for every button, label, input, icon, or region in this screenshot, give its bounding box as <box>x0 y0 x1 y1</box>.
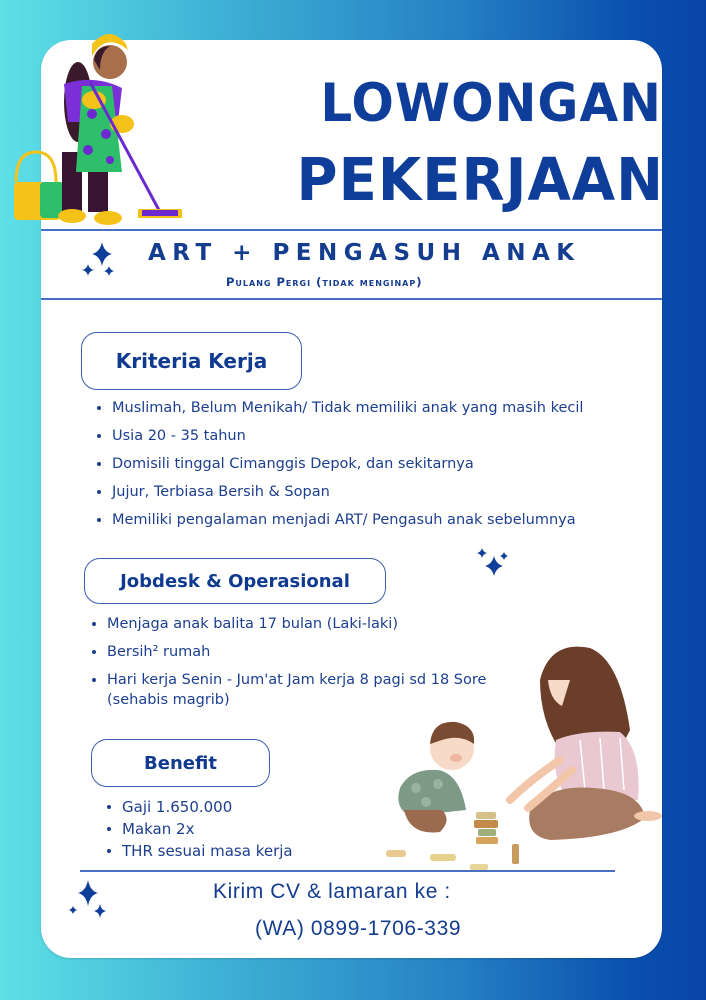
benefit-heading-text: Benefit <box>144 752 217 774</box>
list-item: Memiliki pengalaman menjadi ART/ Pengasuh anak sebelumnya <box>94 509 583 537</box>
benefit-list <box>104 796 293 862</box>
jobdesk-heading-text: Jobdesk & Operasional <box>120 570 350 592</box>
divider-top <box>41 229 662 231</box>
position-note: Pulang Pergi (tidak menginap) <box>226 275 423 289</box>
list-item: Muslimah, Belum Menikah/ Tidak memiliki anak yang masih kecil <box>94 397 583 425</box>
list-item: Domisili tinggal Cimanggis Depok, dan sekitarnya <box>94 453 583 481</box>
contact-instruction: Kirim CV & lamaran ke : <box>213 880 451 903</box>
divider-bottom <box>41 298 662 300</box>
list-item: Hari kerja Senin - Jum'at Jam kerja 8 pagi sd 18 Sore (sehabis magrib) <box>89 670 519 710</box>
nanny-child-illustration <box>380 640 670 872</box>
kriteria-heading-text: Kriteria Kerja <box>115 349 268 373</box>
list-item: Gaji 1.650.000 <box>104 796 293 818</box>
title-line-1: LOWONGAN <box>320 72 662 134</box>
divider-footer <box>80 870 615 872</box>
list-item: Bersih² rumah <box>89 642 519 662</box>
housekeeper-illustration <box>10 22 190 227</box>
list-item: Menjaga anak balita 17 bulan (Laki-laki) <box>89 614 519 634</box>
contact-whatsapp-number: (WA) 0899-1706-339 <box>255 917 462 940</box>
kriteria-list <box>94 397 583 537</box>
sparkle-icon <box>80 242 122 282</box>
title-line-2: PEKERJAAN <box>296 146 664 215</box>
section-heading-jobdesk <box>84 558 386 604</box>
sparkle-icon <box>68 880 112 924</box>
section-heading-benefit <box>91 739 270 787</box>
section-heading-kriteria <box>81 332 302 390</box>
list-item: Makan 2x <box>104 818 293 840</box>
position-title: ART + PENGASUH ANAK <box>148 240 581 266</box>
list-item: Usia 20 - 35 tahun <box>94 425 583 453</box>
list-item: THR sesuai masa kerja <box>104 840 293 862</box>
sparkle-icon <box>476 548 510 582</box>
list-item: Jujur, Terbiasa Bersih & Sopan <box>94 481 583 509</box>
